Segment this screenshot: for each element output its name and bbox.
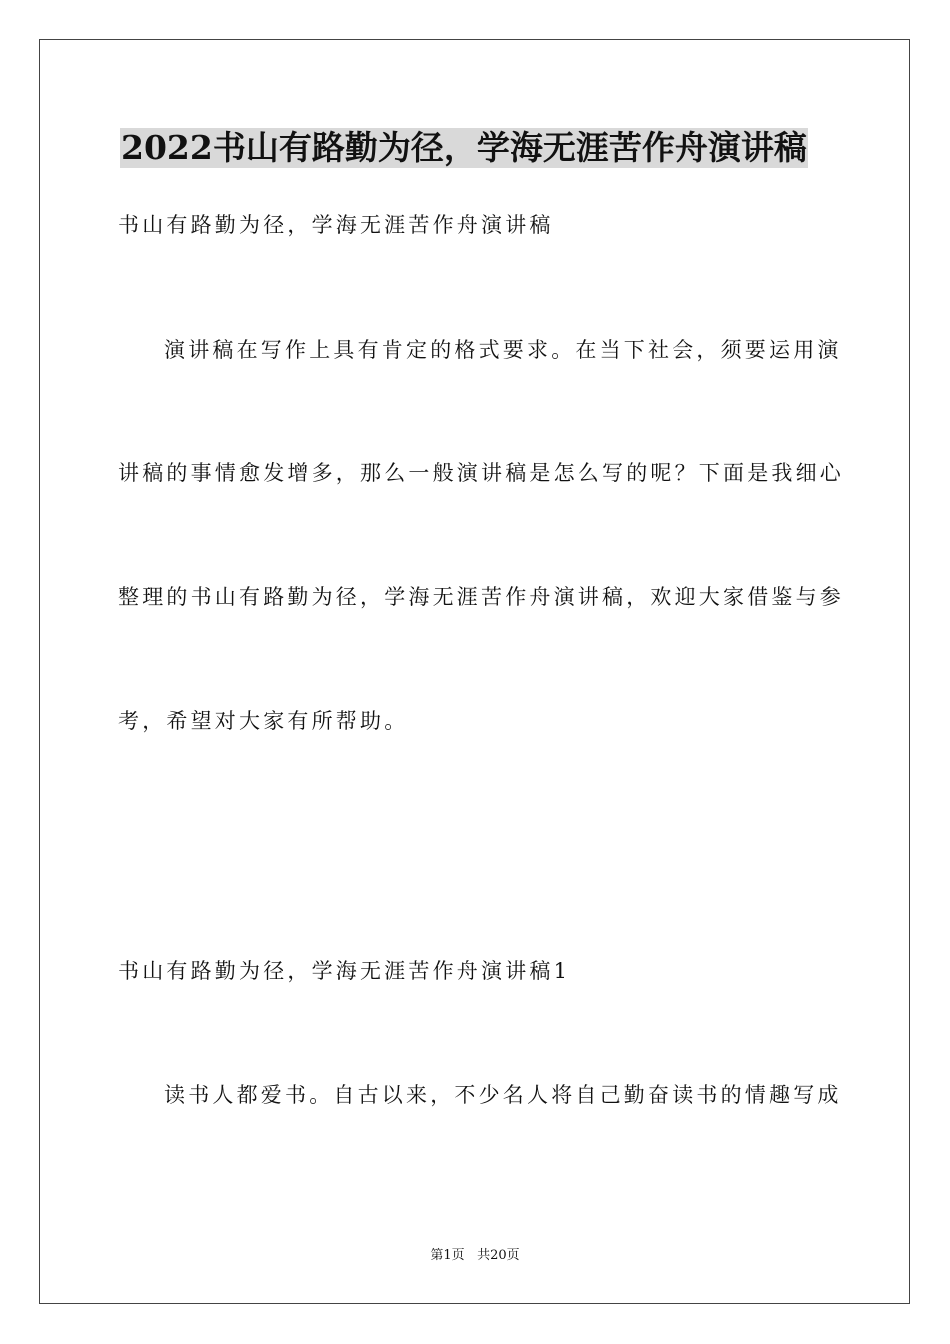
section-heading: 书山有路勤为径，学海无涯苦作舟演讲稿1 (118, 959, 571, 983)
paragraph-line: 读书人都爱书。自古以来，不少名人将自己勤奋读书的情趣写成 (164, 1083, 842, 1107)
page-footer (0, 1247, 950, 1265)
page-total: 共20页 (477, 1248, 520, 1263)
paragraph-line: 讲稿的事情愈发增多，那么一般演讲稿是怎么写的呢？下面是我细心 (118, 461, 844, 485)
paragraph-line: 整理的书山有路勤为径，学海无涯苦作舟演讲稿，欢迎大家借鉴与参 (118, 585, 844, 609)
page-number: 第1页 (430, 1248, 465, 1263)
paragraph-line: 考，希望对大家有所帮助。 (118, 709, 409, 733)
document-title: 2022书山有路勤为径，学海无涯苦作舟演讲稿 (121, 128, 807, 167)
document-subtitle: 书山有路勤为径，学海无涯苦作舟演讲稿 (118, 213, 554, 237)
paragraph-line: 演讲稿在写作上具有肯定的格式要求。在当下社会，须要运用演 (164, 338, 842, 362)
